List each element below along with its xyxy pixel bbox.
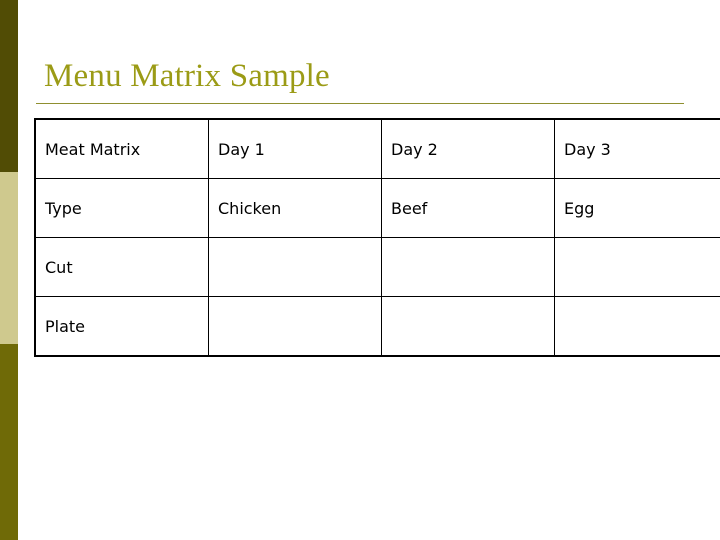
table-cell: Cut [35, 238, 209, 297]
sidebar-band-olive [0, 344, 18, 540]
table-header-cell: Meat Matrix [35, 119, 209, 179]
table-cell [555, 238, 720, 297]
sidebar-band-dark [0, 0, 18, 172]
table-cell [382, 238, 555, 297]
table-cell: Beef [382, 179, 555, 238]
table-cell [555, 297, 720, 357]
table-header-row [35, 119, 720, 179]
table-cell: Plate [35, 297, 209, 357]
menu-matrix-table-wrapper [34, 118, 686, 357]
menu-matrix-table [34, 118, 720, 357]
table-row [35, 297, 720, 357]
table-cell: Egg [555, 179, 720, 238]
table-cell [209, 297, 382, 357]
table-row [35, 179, 720, 238]
table-cell: Chicken [209, 179, 382, 238]
table-cell [382, 297, 555, 357]
table-cell [209, 238, 382, 297]
page-title: Menu Matrix Sample [44, 58, 330, 94]
title-divider [36, 103, 684, 104]
table-header-cell: Day 1 [209, 119, 382, 179]
table-cell: Type [35, 179, 209, 238]
table-row [35, 238, 720, 297]
table-header-cell: Day 3 [555, 119, 720, 179]
table-header-cell: Day 2 [382, 119, 555, 179]
sidebar-band-light [0, 172, 18, 344]
